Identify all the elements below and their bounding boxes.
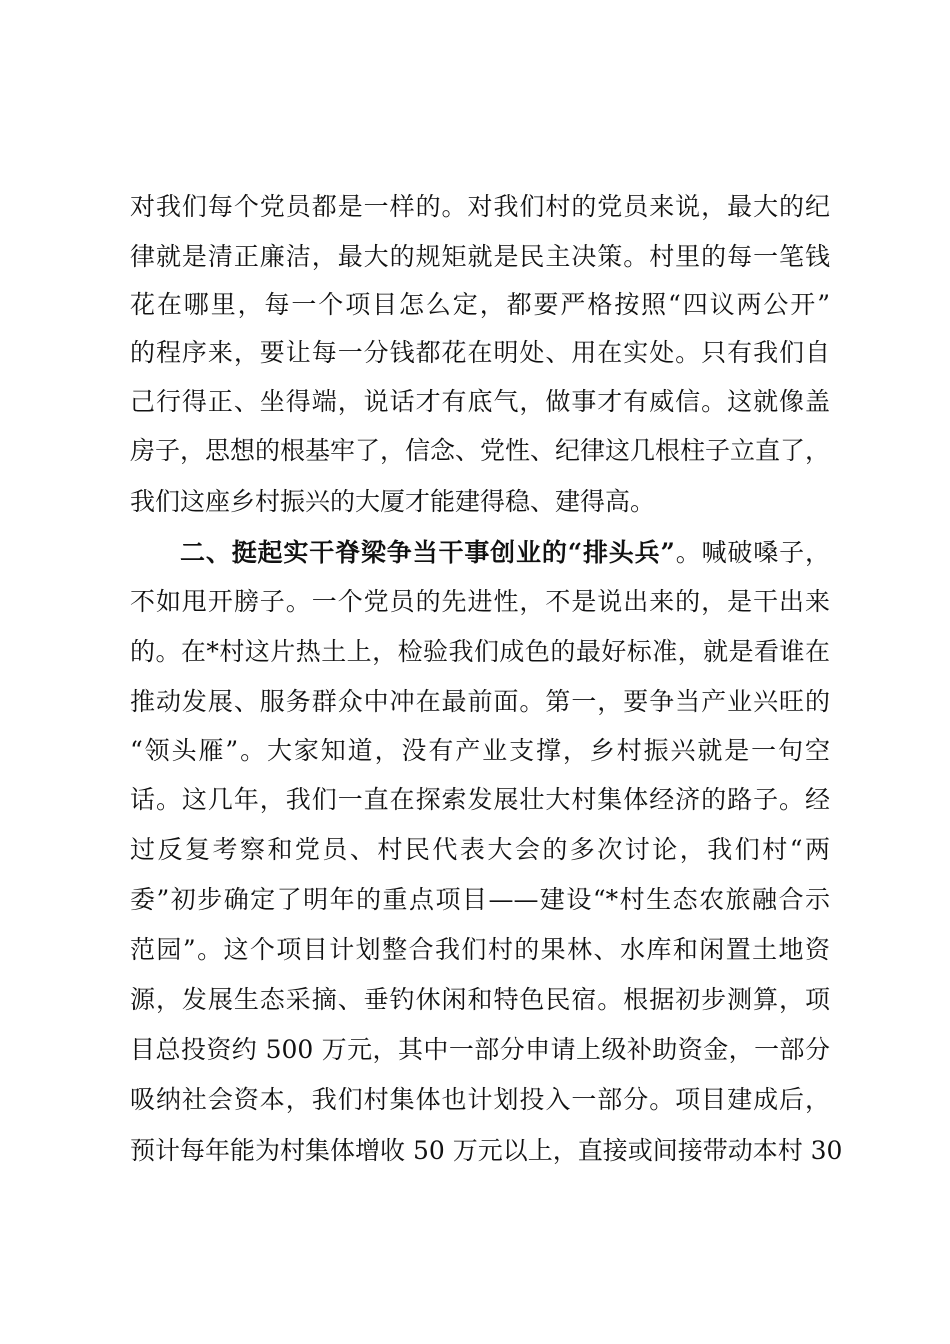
text-line: 我们这座乡村振兴的大厦才能建得稳、建得高。 (130, 487, 656, 516)
section-heading-line (180, 536, 830, 570)
text-line: 的程序来，要让每一分钱都花在明处、用在实处。只有我们自 (130, 338, 830, 367)
text-line: 过反复考察和党员、村民代表大会的多次讨论，我们村“两 (130, 835, 830, 864)
text-span: 。喊破嗓子， (674, 538, 830, 567)
text-line: 律就是清正廉洁，最大的规矩就是民主决策。村里的每一笔钱 (130, 242, 830, 271)
text-line: 范园”。这个项目计划整合我们村的果林、水库和闲置土地资 (130, 935, 830, 964)
text-line: 不如甩开膀子。一个党员的先进性，不是说出来的，是干出来 (130, 587, 830, 616)
text-line: 推动发展、服务群众中冲在最前面。第一，要争当产业兴旺的 (130, 687, 830, 716)
section-heading: 二、挺起实干脊梁争当干事创业的“排头兵” (180, 538, 675, 567)
text-line: 吸纳社会资本，我们村集体也计划投入一部分。项目建成后， (130, 1085, 830, 1114)
text-line: 的。在*村这片热土上，检验我们成色的最好标准，就是看谁在 (130, 637, 830, 666)
text-line: 委”初步确定了明年的重点项目——建设“*村生态农旅融合示 (130, 885, 830, 914)
text-line: 目总投资约 500 万元，其中一部分申请上级补助资金，一部分 (130, 1035, 830, 1064)
text-line: 预计每年能为村集体增收 50 万元以上，直接或间接带动本村 30 (130, 1136, 843, 1165)
text-line: “领头雁”。大家知道，没有产业支撑，乡村振兴就是一句空 (130, 736, 830, 765)
text-line: 房子，思想的根基牢了，信念、党性、纪律这几根柱子立直了， (130, 436, 831, 465)
text-line: 花在哪里，每一个项目怎么定，都要严格按照“四议两公开” (130, 290, 830, 319)
text-line: 对我们每个党员都是一样的。对我们村的党员来说，最大的纪 (130, 192, 830, 221)
text-line: 己行得正、坐得端，说话才有底气，做事才有威信。这就像盖 (130, 387, 830, 416)
text-line: 源，发展生态采摘、垂钓休闲和特色民宿。根据初步测算，项 (130, 985, 830, 1014)
text-line: 话。这几年，我们一直在探索发展壮大村集体经济的路子。经 (130, 785, 830, 814)
